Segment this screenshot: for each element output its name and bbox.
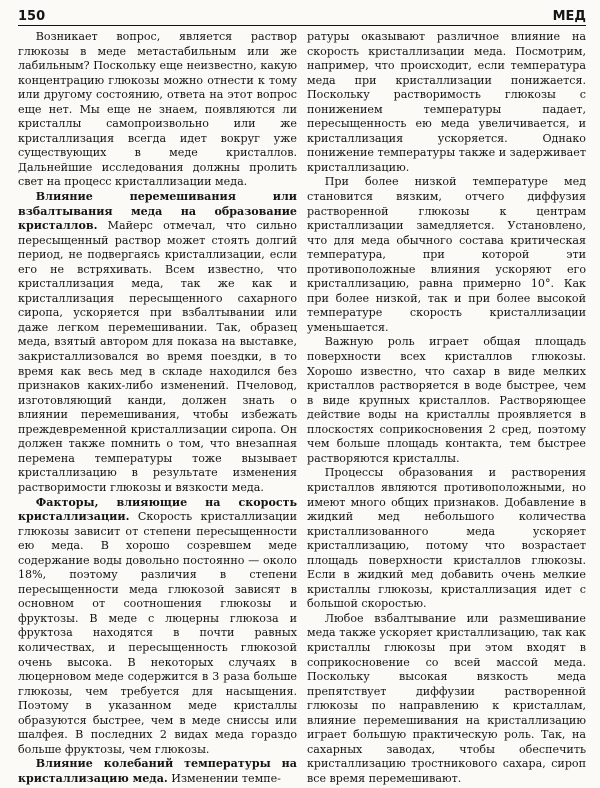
- paragraph-text: ратуры оказывают различное влияние на скорость кристаллизации меда. Посмотрим, например, что происходит, если температура меда при кристаллизации понижается. Поскольку растворимость глюкозы с понижением температуры падает, пересыщенность ею меда увеличивается, и кристаллизация ускоряется. Однако понижение температуры также и задерживает кристаллизацию.: [307, 30, 586, 174]
- paragraph-text: При более низкой температуре мед становится вязким, отчего диффузия растворенной глюкозы к центрам кристаллизации замедляется. Установлено, что для меда обычного состава критическая температура, при которой эти противоположные влияния ускоряют его кристаллизацию, равна примерно 10°. Как при более низкой, так и при более высокой температуре скорость кристаллизации уменьшается.: [307, 175, 586, 334]
- paragraph: [307, 175, 586, 335]
- left-column: [18, 30, 297, 785]
- paragraph-text: Майерс отмечал, что сильно пересыщенный раствор может стоять долгий период, не подвергаясь кристаллизации, если его не встряхивать. Всем известно, что кристаллизация меда, так же как и кристаллизация пересыщенного сахарного сиропа, ускоряется при взбалтывании или даже легком перемешивании. Так, образец меда, взятый автором для показа на выставке, закристаллизовался во время поездки, в то время как весь мед в складе находился без признаков каких-либо изменений. Пчеловод, изготовляющий канди, должен знать о влиянии перемешивания, чтобы избежать преждевременной кристаллизации сиропа. Он должен также помнить о том, что внезапная перемена температуры тоже вызывает кристаллизацию в результате изменения растворимости глюкозы и вязкости меда.: [18, 219, 297, 494]
- paragraph: [18, 190, 297, 495]
- paragraph: [307, 466, 586, 611]
- page-number: 150: [18, 9, 46, 24]
- paragraph: [307, 612, 586, 785]
- paragraph-text: Скорость кристаллизации глюкозы зависит от степени пересыщенности ею меда. В хорошо созревшем меде содержание воды довольно постоянно — около 18%, поэтому различия в степени пересыщенности меда глюкозой зависят в основном от соотношения глюкозы и фруктозы. В меде с люцерны глюкоза и фруктоза находятся в почти равных количествах, и пересыщенность глюкозой очень высока. В некоторых случаях в люцерновом меде содержится в 3 раза больше глюкозы, чем требуется для насыщения. Поэтому в указанном меде кристаллы образуются быстрее, чем в меде сниссы или шалфея. В последних 2 видах меда гораздо больше фруктозы, чем глюкозы.: [18, 510, 297, 756]
- paragraph: [18, 496, 297, 758]
- section-heading: Факторы, влияющие на скорость кристаллизации.: [18, 495, 297, 524]
- section-heading: Влияние перемешивания или взбалтывания меда на образование кристаллов.: [18, 190, 297, 233]
- page-header: [18, 4, 586, 24]
- running-title: МЕД: [552, 9, 586, 24]
- paragraph-text: Возникает вопрос, является раствор глюкозы в меде метастабильным или же лабильным? Поскольку еще неизвестно, какую концентрацию глюкозы можно отнести к тому или другому состоянию, ответа на этот вопрос еще нет. Мы еще не знаем, появляются ли кристаллы самопроизвольно или же кристаллизация всегда идет вокруг уже существующих в меде кристаллов. Дальнейшие исследования должны пролить свет на процесс кристаллизации меда.: [18, 30, 297, 189]
- paragraph-continued: [307, 30, 586, 175]
- text-columns: [18, 30, 586, 785]
- paragraph-text: Любое взбалтывание или размешивание меда также ускоряет кристаллизацию, так как кристаллы глюкозы при этом входят в соприкосновение со всей массой меда. Поскольку высокая вязкость меда препятствует диффузии растворенной глюкозы по направлению к кристаллам, влияние перемешивания на кристаллизацию играет большую практическую роль. Так, на сахарных заводах, чтобы обеспечить кристаллизацию тростникового сахара, сироп все время перемешивают.: [307, 611, 586, 785]
- right-column: [307, 30, 586, 785]
- paragraph: [18, 30, 297, 190]
- paragraph-text: Изменении темпе-: [167, 771, 281, 785]
- paragraph: [307, 335, 586, 466]
- header-rule: [18, 25, 586, 26]
- paragraph: [18, 757, 297, 785]
- paragraph-text: Важную роль играет общая площадь поверхности всех кристаллов глюкозы. Хорошо известно, что сахар в виде мелких кристаллов растворяется в воде быстрее, чем в виде крупных кристаллов. Растворяющее действие воды на кристаллы проявляется в плоскостях соприкосновения 2 сред, поэтому чем больше площадь контакта, тем быстрее растворяются кристаллы.: [307, 335, 586, 465]
- paragraph-text: Процессы образования и растворения кристаллов являются противоположными, но имеют много общих признаков. Добавление в жидкий мед небольшого количества кристаллизованного меда ускоряет кристаллизацию, потому что возрастает площадь поверхности кристаллов глюкозы. Если в жидкий мед добавить очень мелкие кристаллы глюкозы, кристаллизация идет с большой скоростью.: [307, 466, 586, 611]
- section-heading: Влияние колебаний температуры на кристаллизацию меда.: [18, 757, 297, 785]
